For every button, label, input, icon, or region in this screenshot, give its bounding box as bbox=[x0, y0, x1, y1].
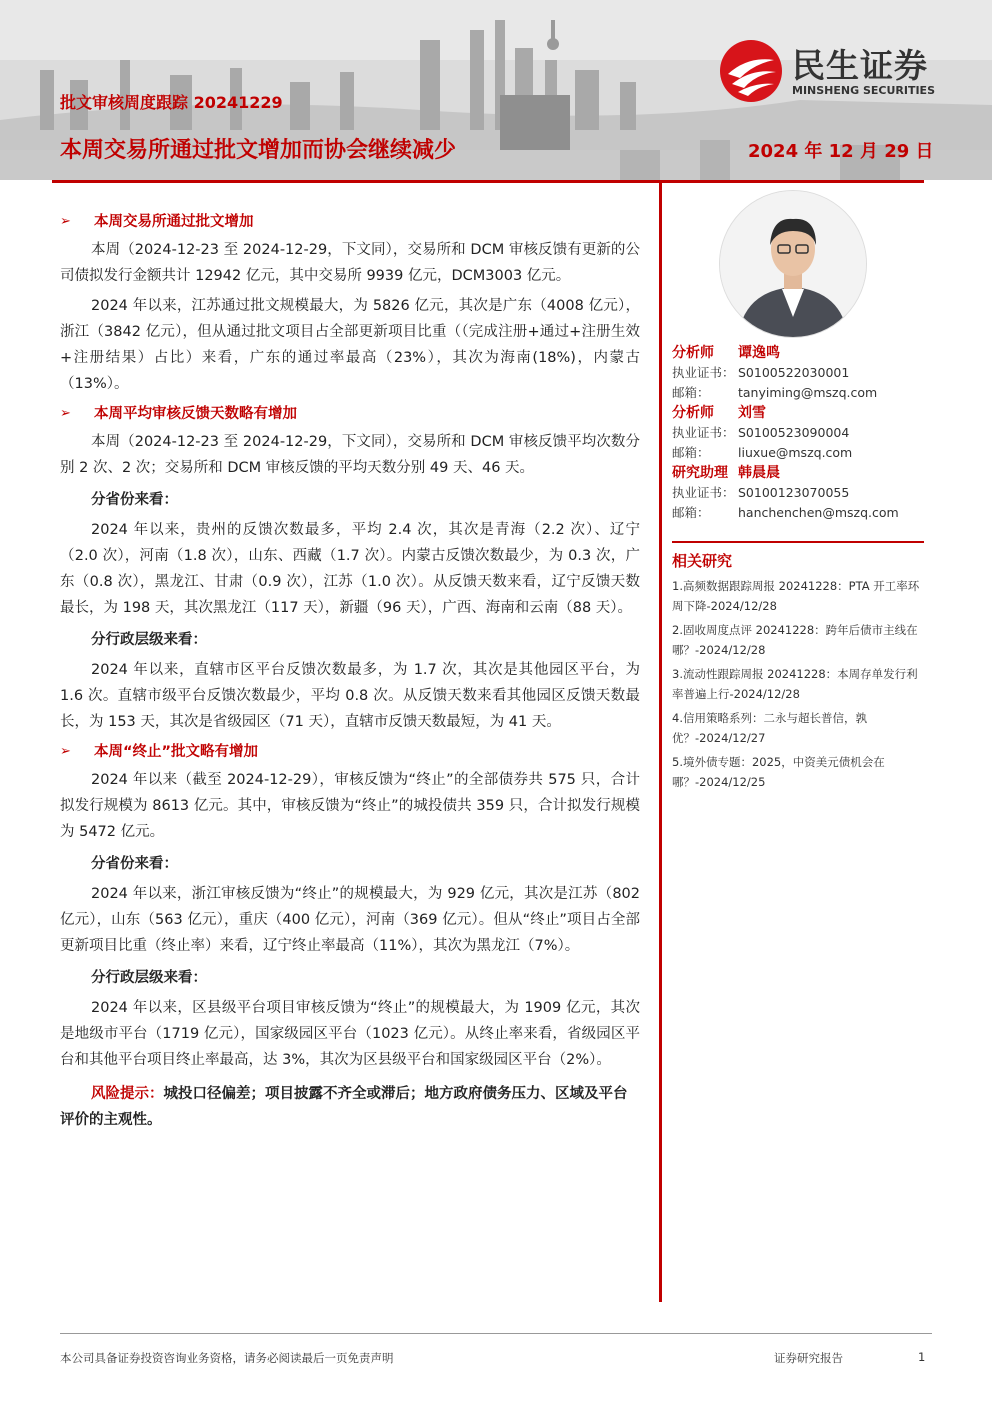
related-research-list bbox=[672, 576, 924, 796]
mail-label: 邮箱： bbox=[672, 445, 710, 460]
footer-divider bbox=[60, 1333, 932, 1334]
header-banner bbox=[0, 0, 992, 180]
main-content bbox=[60, 205, 640, 1133]
related-research-link[interactable]: 5.境外债专题：2025，中资美元债机会在哪？-2024/12/25 bbox=[672, 755, 885, 789]
subheading: 分行政层级来看： bbox=[91, 970, 207, 986]
report-series-tag: 批文审核周度跟踪 20241229 bbox=[60, 93, 283, 112]
analyst-photo bbox=[719, 190, 867, 338]
logo-text-en: MINSHENG SECURITIES bbox=[792, 84, 935, 97]
paragraph: 2024 年以来，直辖市区平台反馈次数最多，为 1.7 次，其次是其他园区平台，为 1.6 次。直辖市级平台反馈次数最少，平均 0.8 次。从反馈天数来看其他园区反馈天数最长，为 153 天，其次是省级园区（71 天），直辖市反馈天数最短，为 41 天。 bbox=[60, 662, 640, 730]
footer-disclaimer: 本公司具备证券投资咨询业务资格，请务必阅读最后一页免责声明 bbox=[60, 1351, 394, 1365]
section-heading bbox=[60, 209, 640, 235]
section-title: 本周“终止”批文略有增加 bbox=[94, 744, 259, 760]
risk-label: 风险提示： bbox=[91, 1086, 164, 1102]
cert-number: S0100123070055 bbox=[738, 485, 850, 500]
related-research-link[interactable]: 4.信用策略系列：二永与超长普信，孰优？-2024/12/27 bbox=[672, 711, 867, 745]
paragraph: 2024 年以来，浙江审核反馈为“终止”的规模最大，为 929 亿元，其次是江苏（802 亿元），山东（563 亿元），重庆（400 亿元），河南（369 亿元）。但从“终止”项目占全部更新项目比重（终止率）来看，辽宁终止率最高（11%），其次为黑龙江（7%）。 bbox=[60, 886, 640, 954]
subheading: 分行政层级来看： bbox=[91, 632, 207, 648]
cert-label: 执业证书： bbox=[672, 365, 735, 380]
paragraph: 2024 年以来，区县级平台项目审核反馈为“终止”的规模最大，为 1909 亿元，其次是地级市平台（1719 亿元），国家级园区平台（1023 亿元）。从终止率来看，省级园区平台和其他平台项目终止率最高，达 3%，其次为区县级平台和国家级园区平台（2%）。 bbox=[60, 1000, 640, 1068]
cert-label: 执业证书： bbox=[672, 485, 735, 500]
section-heading bbox=[60, 739, 640, 765]
person-icon bbox=[720, 191, 866, 337]
cert-number: S0100523090004 bbox=[738, 425, 850, 440]
section-title: 本周交易所通过批文增加 bbox=[94, 214, 254, 230]
related-research-link[interactable]: 3.流动性跟踪周报 20241228：本周存单发行利率普遍上行-2024/12/28 bbox=[672, 667, 918, 701]
section-title: 本周平均审核反馈天数略有增加 bbox=[94, 406, 297, 422]
email-link[interactable]: tanyiming@mszq.com bbox=[738, 385, 878, 400]
email-link[interactable]: liuxue@mszq.com bbox=[738, 445, 853, 460]
arrow-bullet-icon: ➢ bbox=[60, 214, 71, 229]
cert-number: S0100522030001 bbox=[738, 365, 850, 380]
analyst-role: 分析师 bbox=[672, 405, 714, 421]
paragraph: 2024 年以来，江苏通过批文规模最大，为 5826 亿元，其次是广东（4008 亿元），浙江（3842 亿元），但从通过批文项目占全部更新项目比重（（完成注册+通过+注册生效+注册结果）占比）来看，广东的通过率最高（23%），其次为海南(18%)，内蒙古（13%）。 bbox=[60, 298, 640, 392]
subheading: 分省份来看： bbox=[91, 856, 178, 872]
arrow-bullet-icon: ➢ bbox=[60, 744, 71, 759]
analyst-role: 研究助理 bbox=[672, 465, 728, 481]
minsheng-logo bbox=[718, 38, 968, 104]
report-date: 2024 年 12 月 29 日 bbox=[748, 141, 934, 162]
column-divider bbox=[659, 180, 662, 1302]
subheading: 分省份来看： bbox=[91, 492, 178, 508]
analyst-list bbox=[672, 343, 924, 523]
analyst-name: 谭逸鸣 bbox=[738, 345, 780, 361]
paragraph: 2024 年以来（截至 2024-12-29），审核反馈为“终止”的全部债券共 575 只，合计拟发行规模为 8613 亿元。其中，审核反馈为“终止”的城投债共 359 只，合计拟发行规模为 5472 亿元。 bbox=[60, 772, 640, 840]
cert-label: 执业证书： bbox=[672, 425, 735, 440]
analyst-role: 分析师 bbox=[672, 345, 714, 361]
analyst-name: 韩晨晨 bbox=[738, 465, 780, 481]
mail-label: 邮箱： bbox=[672, 385, 710, 400]
paragraph: 2024 年以来，贵州的反馈次数最多，平均 2.4 次，其次是青海（2.2 次）、辽宁（2.0 次），河南（1.8 次），山东、西藏（1.7 次）。内蒙古反馈次数最少，为 0.3 次，广东（0.8 次），黑龙江、甘肃（0.9 次），江苏（1.0 次）。从反馈天数来看，辽宁反馈天数最长，为 198 天，其次黑龙江（117 天），新疆（96 天），广西、海南和云南（88 天）。 bbox=[60, 522, 640, 616]
mail-label: 邮箱： bbox=[672, 505, 710, 520]
related-research-link[interactable]: 2.固收周度点评 20241228：跨年后债市主线在哪？-2024/12/28 bbox=[672, 623, 918, 657]
email-link[interactable]: hanchenchen@mszq.com bbox=[738, 505, 899, 520]
related-research-title: 相关研究 bbox=[672, 541, 924, 569]
risk-warning bbox=[60, 1081, 640, 1133]
paragraph: 本周（2024-12-23 至 2024-12-29，下文同），交易所和 DCM 审核反馈平均次数分别 2 次、2 次；交易所和 DCM 审核反馈的平均天数分别 49 天、46 天。 bbox=[60, 434, 640, 476]
logo-emblem-icon bbox=[718, 38, 784, 104]
paragraph: 本周（2024-12-23 至 2024-12-29，下文同），交易所和 DCM 审核反馈有更新的公司债拟发行金额共计 12942 亿元，其中交易所 9939 亿元，DCM3003 亿元。 bbox=[60, 242, 640, 284]
report-title: 本周交易所通过批文增加而协会继续减少 bbox=[60, 138, 457, 163]
page-number: 1 bbox=[918, 1350, 926, 1364]
analyst-name: 刘雪 bbox=[738, 405, 766, 421]
logo-text-cn: 民生证券 bbox=[792, 46, 928, 85]
arrow-bullet-icon: ➢ bbox=[60, 406, 71, 421]
section-heading bbox=[60, 401, 640, 427]
header-divider bbox=[52, 180, 924, 183]
risk-text: 城投口径偏差；项目披露不齐全或滞后；地方政府债务压力、区域及平台评价的主观性。 bbox=[60, 1086, 628, 1128]
related-research-link[interactable]: 1.高频数据跟踪周报 20241228：PTA 开工率环周下降-2024/12/28 bbox=[672, 579, 920, 613]
footer-doc-type: 证券研究报告 bbox=[774, 1351, 843, 1365]
